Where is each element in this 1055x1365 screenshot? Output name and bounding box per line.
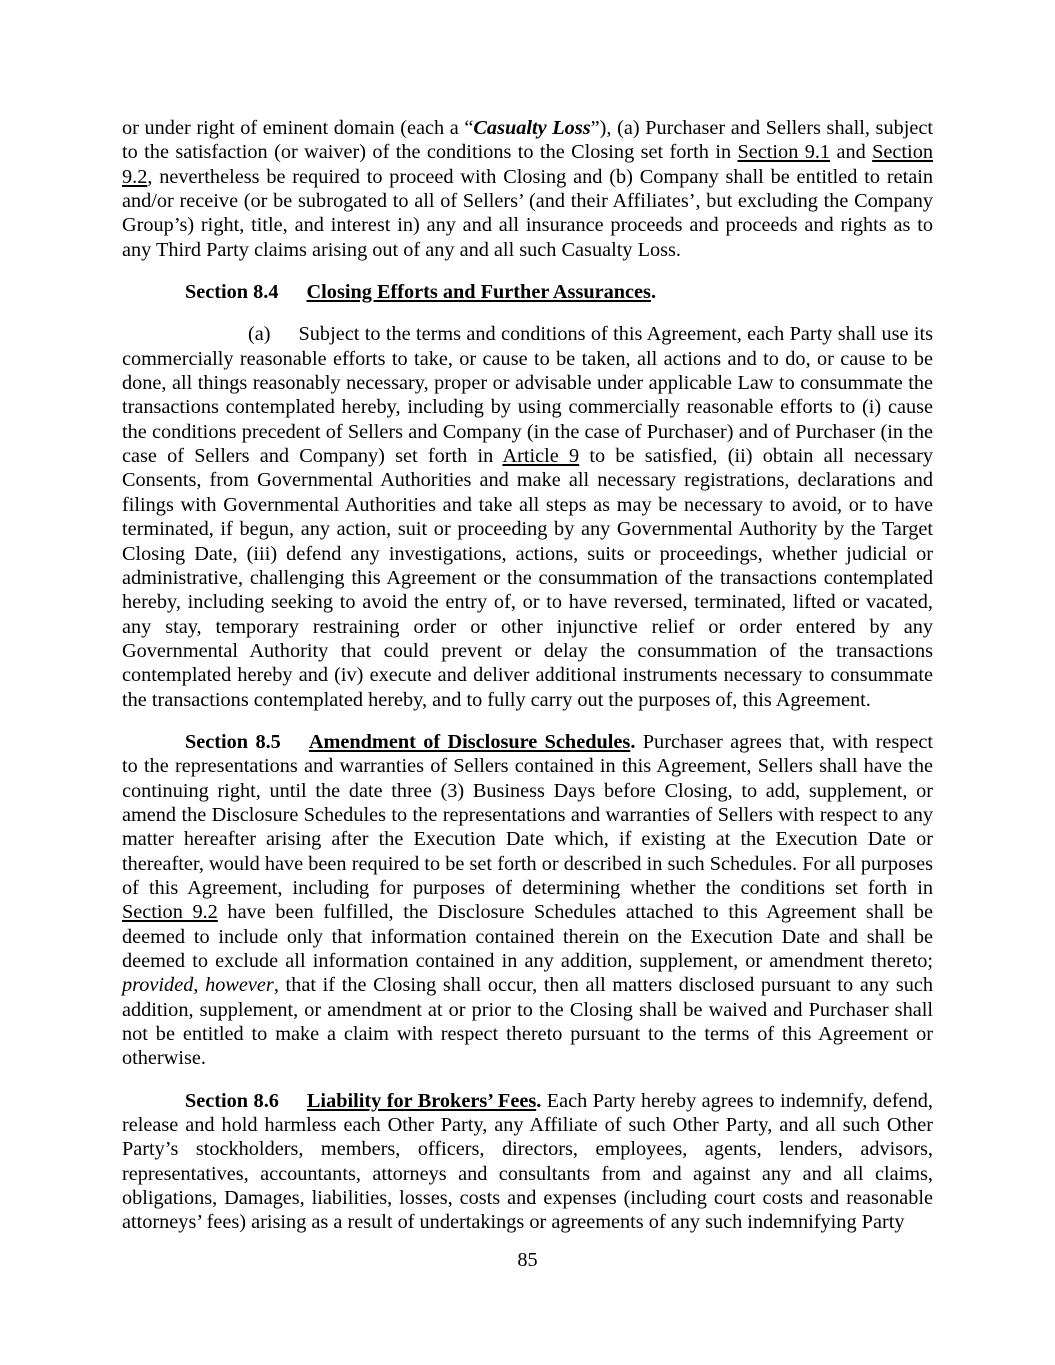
text-run: . (630, 730, 636, 753)
text-run: . (650, 281, 657, 304)
document-body (122, 116, 933, 1253)
text-run: to be satisfied, (ii) obtain all necessary Consents, from Governmental Authorities and make all necessary registrations, declarations and filings with Governmental Authorities and take all steps as may be necessary to avoid, or to have terminated, if begun, any action, suit or proceeding by any Governmental Authority by the Target Closing Date, (iii) defend any investigations, actions, suits or proceedings, whether judicial or administrative, challenging this Agreement or the consummation of the transactions contemplated hereby, including seeking to avoid the entry of, or to have reversed, terminated, lifted or vacated, any stay, temporary restraining order or other injunctive relief or order entered by any Governmental Authority that could prevent or delay the consummation of the transactions contemplated hereby and (iv) execute and deliver additional instruments necessary to consummate the transactions contemplated hereby, and to fully carry out the purposes of, this Agreement. (122, 445, 933, 711)
text-run: Section 9.2 (122, 141, 933, 188)
text-run: Casualty Loss (473, 117, 591, 139)
text-run: Subject to the terms and conditions of this Agreement, each Party shall use its commercially reasonable efforts to take, or cause to be taken, all actions and to do, or cause to be done, all things reasonably necessary, proper or advisable under applicable Law to consummate the transactions contemplated hereby, including by using commercially reasonable efforts to (i) cause the conditions precedent of Sellers and Company (in the case of Purchaser) and of Purchaser (in the case of Sellers and Company) set forth in (122, 323, 933, 468)
text-run: Section 9.1 (737, 141, 831, 164)
text-run: however (205, 974, 274, 997)
text-run: Each Party hereby agrees to indemnify, defend, release and hold harmless each Other Party, any Affiliate of such Other Party, and all such Other Party’s stockholders, members, officers, directors, employees, agents, lenders, advisors, representatives, accountants, attorneys and consultants from and against any and all claims, obligations, Damages, liabilities, losses, costs and expenses (including court costs and reasonable attorneys’ fees) arising as a result of undertakings or agreements of any such indemnifying Party (122, 1089, 933, 1234)
text-run: Article 9 (502, 445, 580, 468)
text-run: , (193, 974, 206, 997)
text-run: , nevertheless be required to proceed with Closing and (b) Company shall be entitled to retain and/or receive (or be subrogated to all of Sellers’ (and their Affiliates’, but excluding the Company Group’s) right, title, and interest in) any and all insurance proceeds and proceeds and rights as to any Third Party claims arising out of any and all such Casualty Loss. (122, 165, 933, 261)
text-run: ”), (a) Purchaser and Sellers shall, subject to the satisfaction (or waiver) of the conditions to the Closing set forth in (122, 117, 934, 164)
text-run: Liability for Brokers’ Fees (306, 1089, 537, 1112)
heading-section-8-4 (122, 280, 933, 304)
text-run: Section 9.2 (122, 901, 218, 924)
text-run: Section 8.5 (185, 730, 281, 753)
text-run: have been fulfilled, the Disclosure Schedules attached to this Agreement shall be deemed to include only that information contained therein on the Execution Date and shall be deemed to exclude all information contained in any addition, supplement, or amendment thereto; (122, 901, 933, 972)
paragraph-section-8-4-a (122, 322, 933, 712)
text-run: Section 8.4 (185, 281, 279, 304)
text-run: , that if the Closing shall occur, then all matters disclosed pursuant to any such addition, supplement, or amendment at or prior to the Closing shall be waived and Purchaser shall not be entitled to make a claim with respect thereto pursuant to the terms of this Agreement or otherwise. (122, 974, 934, 1070)
text-run: Amendment of Disclosure Schedules (308, 730, 631, 753)
paragraph-casualty-loss-continuation (122, 116, 933, 262)
text-run: provided (122, 974, 194, 997)
text-run: Closing Efforts and Further Assurances (306, 281, 651, 304)
paragraph-section-8-5 (122, 730, 933, 1071)
text-run: and (830, 141, 873, 164)
text-run: . (536, 1089, 542, 1112)
paragraph-section-8-6 (122, 1089, 933, 1235)
text-run: Purchaser agrees that, with respect to the representations and warranties of Sellers contained in this Agreement, Sellers shall have the continuing right, until the date three (3) Business Days before Closing, to add, supplement, or amend the Disclosure Schedules to the representations and warranties of Sellers with respect to any matter hereafter arising after the Execution Date which, if existing at the Execution Date or thereafter, would have been required to be set forth or described in such Schedules. For all purposes of this Agreement, including for purposes of determining whether the conditions set forth in (122, 730, 934, 899)
page-number: 85 (517, 1249, 538, 1271)
text-run: Section 8.6 (185, 1089, 279, 1112)
text-run: or under right of eminent domain (each a “ (122, 117, 474, 139)
text-run: (a) (248, 323, 271, 346)
